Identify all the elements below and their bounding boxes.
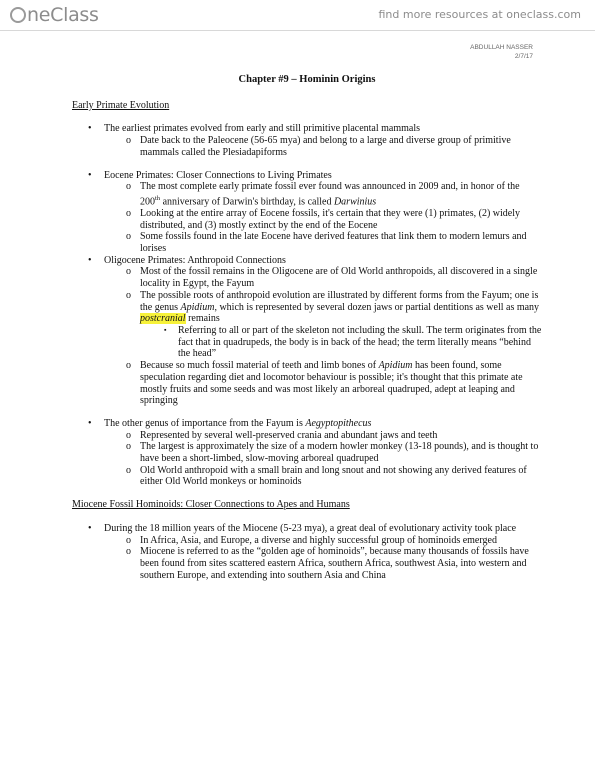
bullet-icon: • [88, 522, 92, 534]
bullet-icon: • [88, 417, 92, 429]
highlighted-term: postcranial [140, 313, 186, 325]
logo-text: neClass [27, 4, 99, 26]
list-item: • During the 18 million years of the Miocene (5-23 mya), a great deal of evolutionary activity took place [88, 522, 517, 534]
bullet-icon: o [126, 135, 131, 147]
list-item: o Because so much fossil material of teeth and limb bones of Apidium has been found, some speculation regarding diet and locomotor behaviour is possible; it's thought that this primate ate mostly fruits and some seeds and was most likely an arboreal quadruped, adept at leaping and springing [126, 360, 523, 407]
list-item: • The earliest primates evolved from early and still primitive placental mammals [88, 123, 421, 135]
list-item: o The largest is approximately the size of a modern howler monkey (13-18 pounds), and is thought to have been a short-limbed, slow-moving arboreal quadruped [126, 441, 539, 465]
bullet-icon: • [88, 169, 92, 181]
bullet-icon: o [126, 289, 131, 301]
list-item: o The possible roots of anthropoid evolution are illustrated by different forms from the Fayum; one is the genus Apidium, which is represented by several dozen jaws or partial dentitions as well as many postcranial remains [126, 289, 540, 325]
page-title: Chapter #9 – Hominin Origins [238, 74, 376, 85]
top-bar [0, 0, 595, 31]
list-item: o Miocene is referred to as the “golden age of hominoids”, because many thousands of fossils have been found from sites scattered eastern Africa, southern Africa, southwest Asia, into western and southern Europe, and extending into southern Asia and China [126, 546, 529, 581]
logo-o-icon [10, 7, 26, 23]
document-body [72, 74, 542, 581]
bullet-icon: ▪ [164, 325, 167, 334]
list-item: o Looking at the entire array of Eocene fossils, it's certain that they were (1) primates, (2) widely distributed, and (3) mostly extinct by the end of the Eocene [126, 207, 520, 231]
list-item: o Date back to the Paleocene (56-65 mya) and belong to a large and diverse group of primitive mammals called the Plesiadapiforms [126, 135, 511, 158]
list-item: o Old World anthropoid with a small brain and long snout and not showing any derived features of either Old World monkeys or hominoids [126, 464, 527, 488]
bullet-icon: o [126, 429, 131, 441]
oneclass-logo[interactable] [10, 3, 99, 27]
section-heading-miocene: Miocene Fossil Hominoids: Closer Connections to Apes and Humans [72, 499, 350, 511]
document-meta [470, 44, 533, 61]
list-item: • The other genus of importance from the Fayum is Aegyptopithecus [88, 417, 372, 429]
section-heading-early-primate: Early Primate Evolution [72, 99, 170, 111]
bullet-icon: o [126, 441, 131, 453]
bullet-icon: o [126, 464, 131, 476]
list-item: ▪ Referring to all or part of the skeleton not including the skull. The term originates from the fact that in quadrupeds, the body is in back of the head; the term literally means “behind the head” [164, 324, 542, 360]
list-item: o Some fossils found in the late Eocene have derived features that link them to modern lemurs and lorises [126, 231, 527, 255]
bullet-icon: o [126, 546, 131, 558]
bullet-icon: o [126, 231, 131, 243]
bullet-icon: o [126, 360, 131, 372]
bullet-icon: o [126, 207, 131, 219]
list-item: o Represented by several well-preserved crania and abundant jaws and teeth [126, 429, 438, 441]
resources-link[interactable]: find more resources at oneclass.com [378, 8, 581, 21]
bullet-icon: o [126, 534, 131, 546]
list-item: o The most complete early primate fossil ever found was announced in 2009 and, in honor of the 200th anniversary of Darwin's birthday, is called Darwinius [126, 181, 520, 208]
bullet-icon: o [126, 266, 131, 278]
bullet-icon: o [126, 181, 131, 193]
bullet-icon: • [88, 254, 92, 266]
list-item: o In Africa, Asia, and Europe, a diverse and highly successful group of hominoids emerged [126, 534, 497, 546]
document-date: 2/7/17 [514, 52, 533, 60]
bullet-icon: • [88, 123, 92, 135]
list-item: • Eocene Primates: Closer Connections to Living Primates [88, 169, 332, 181]
author-name: ABDULLAH NASSER [470, 44, 533, 51]
list-item: • Oligocene Primates: Anthropoid Connections [88, 254, 286, 266]
list-item: o Most of the fossil remains in the Oligocene are of Old World anthropoids, all discovered in a single locality in Egypt, the Fayum [126, 266, 538, 290]
